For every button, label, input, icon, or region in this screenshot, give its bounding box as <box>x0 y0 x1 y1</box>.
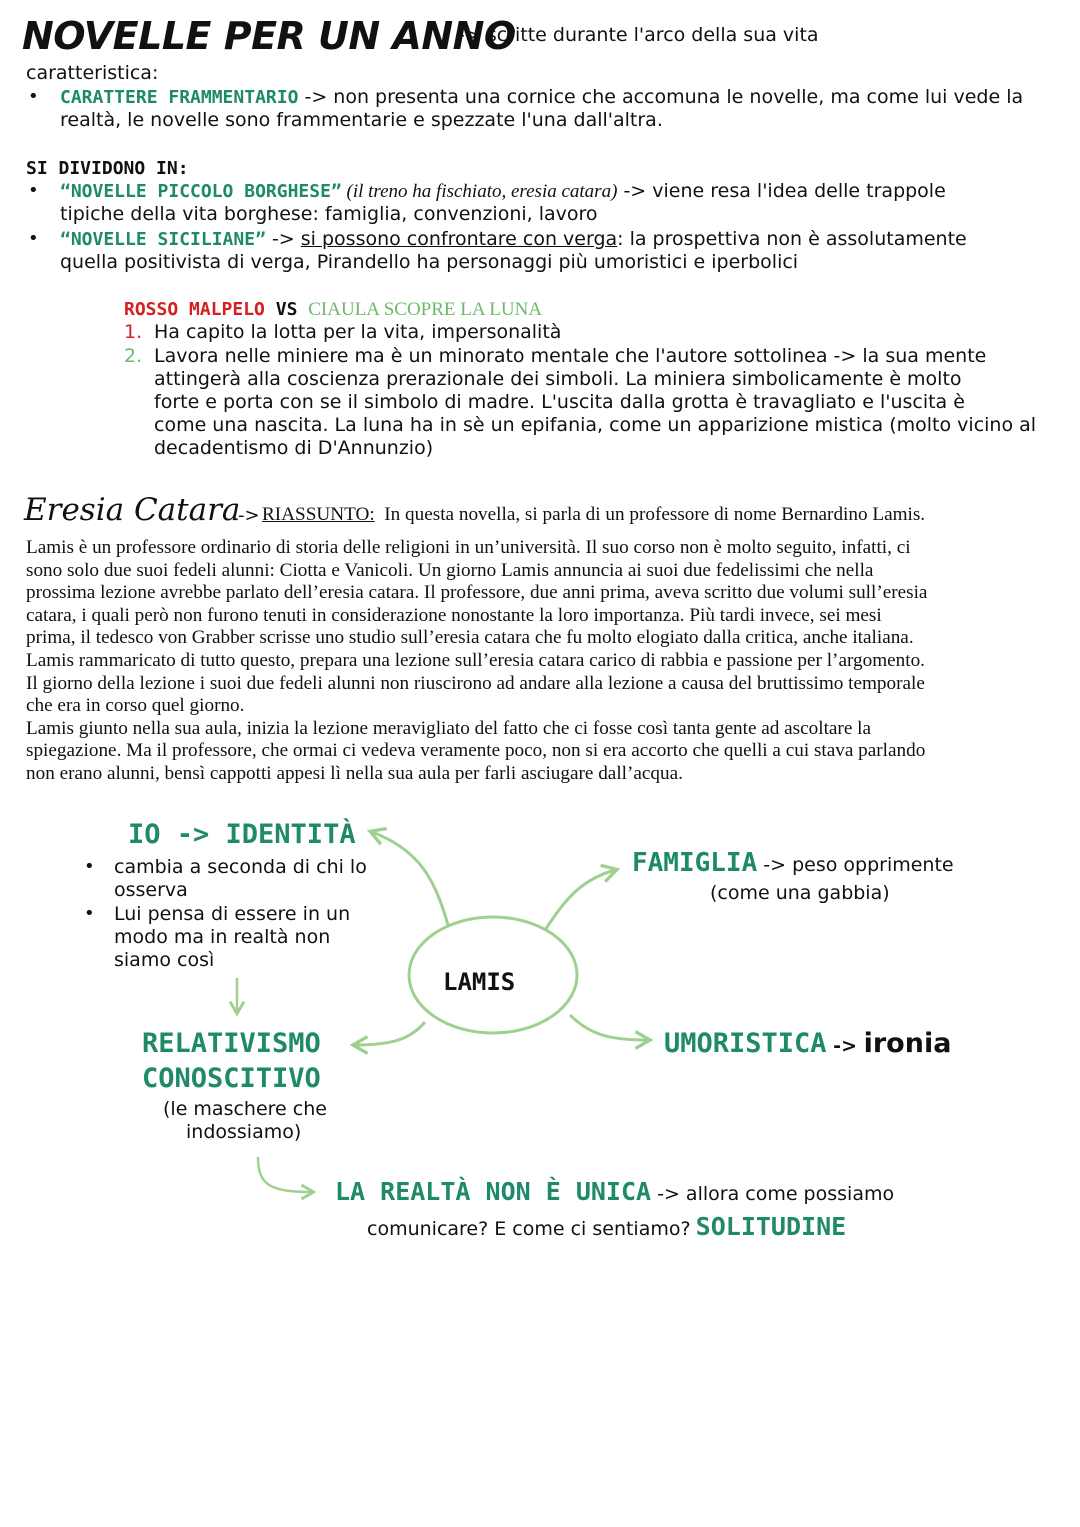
identita-b2-l3: siamo così <box>114 949 215 971</box>
realta-node <box>335 1177 894 1206</box>
summary-line: prossima lezione avrebbe parlato dell’eresia catara. Il professore, due anni prima, aveva scritto due volumi sull’eresia <box>26 582 928 604</box>
arrow-to-realta <box>258 1157 312 1192</box>
point-2-number: 2. <box>124 345 143 367</box>
relativismo-note-l2: indossiamo) <box>186 1121 302 1143</box>
caratteristica-label: CARATTERE FRAMMENTARIO <box>60 87 299 108</box>
point-2-line-4: come una nascita. La luna ha in sè un epifania, come un apparizione mistica (molto vicino al <box>154 414 1037 436</box>
eresia-intro: In questa novella, si parla di un professore di nome Bernardino Lamis. <box>384 504 926 525</box>
identita-b2-l2: modo ma in realtà non <box>114 926 331 948</box>
summary-line: non erano alunni, bensì cappotti appesi lì nella sua aula per farli asciugare dall’acqua. <box>26 762 683 784</box>
dividono-item2-underlined: si possono confrontare con verga <box>300 228 618 250</box>
relativismo-note-l1: (le maschere che <box>163 1098 327 1120</box>
realta-title: LA REALTÀ NON È UNICA <box>335 1177 652 1206</box>
summary-line: che era in corso quel giorno. <box>26 695 245 717</box>
relativismo-l1: RELATIVISMO <box>142 1028 321 1059</box>
dividono-item1-text: -> viene resa l'idea delle trappole <box>617 180 946 202</box>
point-1-number: 1. <box>124 321 143 343</box>
dividono-item2-text-2: quella positivista di verga, Pirandello ha personaggi più umoristici e iperbolici <box>60 251 799 273</box>
caratteristica-text-1: -> non presenta una cornice che accomuna le novelle, ma come lui vede la <box>298 86 1024 108</box>
umoristica-text: ironia <box>863 1028 952 1059</box>
summary-line: spiegazione. Ma il professore, che ormai ci vedeva veramente poco, non si era accorto che quelli a cui stava parlando <box>26 740 926 762</box>
bullet-icon: • <box>28 180 39 201</box>
summary-line: Lamis giunto nella sua aula, inizia la lezione meravigliato del fatto che ci fosse così tanta gente ad ascoltare la <box>26 717 871 739</box>
summary-line: sono solo due suoi fedeli alunni: Ciotta e Vanicoli. Un giorno Lamis annuncia ai suoi due fedelissimi che nella <box>26 559 874 581</box>
caratteristica-heading: caratteristica: <box>26 62 159 84</box>
famiglia-node <box>632 848 954 878</box>
famiglia-text: -> peso opprimente <box>757 854 954 876</box>
solitudine-label: SOLITUDINE <box>695 1212 847 1241</box>
famiglia-note: (come una gabbia) <box>710 882 890 904</box>
identita-title: IO -> IDENTITÀ <box>128 819 356 850</box>
dividono-item1-examples: (il treno ha fischiato, eresia catara) <box>341 181 618 202</box>
dividono-item1-label: “NOVELLE PICCOLO BORGHESE” <box>60 181 342 202</box>
bullet-icon: • <box>84 903 95 924</box>
page-subtitle: -> scritte durante l'arco della sua vita <box>458 24 819 46</box>
eresia-arrow: -> <box>238 505 260 526</box>
identita-b2-l1: Lui pensa di essere in un <box>114 903 351 925</box>
summary-line: Il giorno della lezione i suoi due fedeli alunni non riuscirono ad andare alla lezione a causa del bruttissimo temporale <box>26 672 925 694</box>
point-2-line-2: attingerà alla coscienza prerazionale dei simboli. La miniera simbolicamente è molto <box>154 368 962 390</box>
center-node-label: LAMIS <box>443 968 516 996</box>
point-2-line-1: Lavora nelle miniere ma è un minorato mentale che l'autore sottolinea -> la sua mente <box>154 345 987 367</box>
realta-line-2 <box>367 1212 846 1241</box>
point-2-line-5: decadentismo di D'Annunzio) <box>154 437 434 459</box>
summary-line: prima, il tedesco von Grabber scrisse uno studio sull’eresia catara che fu molto elogiato dalla critica, anche italiana. <box>26 627 914 649</box>
bullet-icon: • <box>28 228 39 249</box>
rosso-malpelo-label: ROSSO MALPELO <box>124 299 265 320</box>
umoristica-node <box>664 1028 951 1059</box>
ciaula-label: CIAULA SCOPRE LA LUNA <box>308 299 543 320</box>
bullet-icon: • <box>28 86 39 107</box>
point-1: Ha capito la lotta per la vita, impersonalità <box>154 321 562 343</box>
dividono-heading: SI DIVIDONO IN: <box>26 158 189 179</box>
identita-b1-l2: osserva <box>114 879 188 901</box>
relativismo-l2: CONOSCITIVO <box>142 1063 321 1094</box>
dividono-item1-text-2: tipiche della vita borghese: famiglia, convenzioni, lavoro <box>60 203 598 225</box>
dividono-item2-arrow: -> <box>265 228 301 250</box>
arrow-to-identita <box>372 832 448 925</box>
eresia-title: Eresia Catara <box>24 492 241 528</box>
arrow-to-relativismo <box>355 1022 425 1045</box>
realta-text: -> allora come possiamo <box>651 1183 895 1205</box>
summary-line: Lamis è un professore ordinario di storia delle religioni in un’università. Il suo corso non è molto seguito, infatti, ci <box>26 537 911 558</box>
umoristica-arrow: -> <box>826 1035 864 1057</box>
famiglia-title: FAMIGLIA <box>632 848 758 878</box>
summary-line: Lamis rammaricato di tutto questo, prepara una lezione sull’eresia catara carico di rabbia e passione per l’argomento. <box>26 649 925 671</box>
identita-b1-l1: cambia a seconda di chi lo <box>114 856 367 878</box>
umoristica-title: UMORISTICA <box>664 1028 827 1059</box>
vs-label: VS <box>264 299 309 320</box>
caratteristica-text-2: realtà, le novelle sono frammentarie e spezzate l'una dall'altra. <box>60 109 663 131</box>
riassunto-label: RIASSUNTO: <box>262 504 375 525</box>
bullet-icon: • <box>84 856 95 877</box>
arrow-to-umoristica <box>570 1015 648 1040</box>
realta-text-2: comunicare? E come ci sentiamo? <box>367 1218 691 1240</box>
point-2-line-3: forte e porta con se il simbolo di madre. L'uscita dalla grotta è travagliato e l'uscita è <box>154 391 965 413</box>
dividono-item2-label: “NOVELLE SICILIANE” <box>60 229 266 250</box>
arrow-to-famiglia <box>545 870 615 930</box>
page-title: NOVELLE PER UN ANNO <box>22 14 516 58</box>
summary-line: catara, i quali però non furono tenuti in considerazione nonostante la loro importanza. Più tardi invece, sei mesi <box>26 604 882 626</box>
dividono-item2-text: : la prospettiva non è assolutamente <box>617 228 967 250</box>
